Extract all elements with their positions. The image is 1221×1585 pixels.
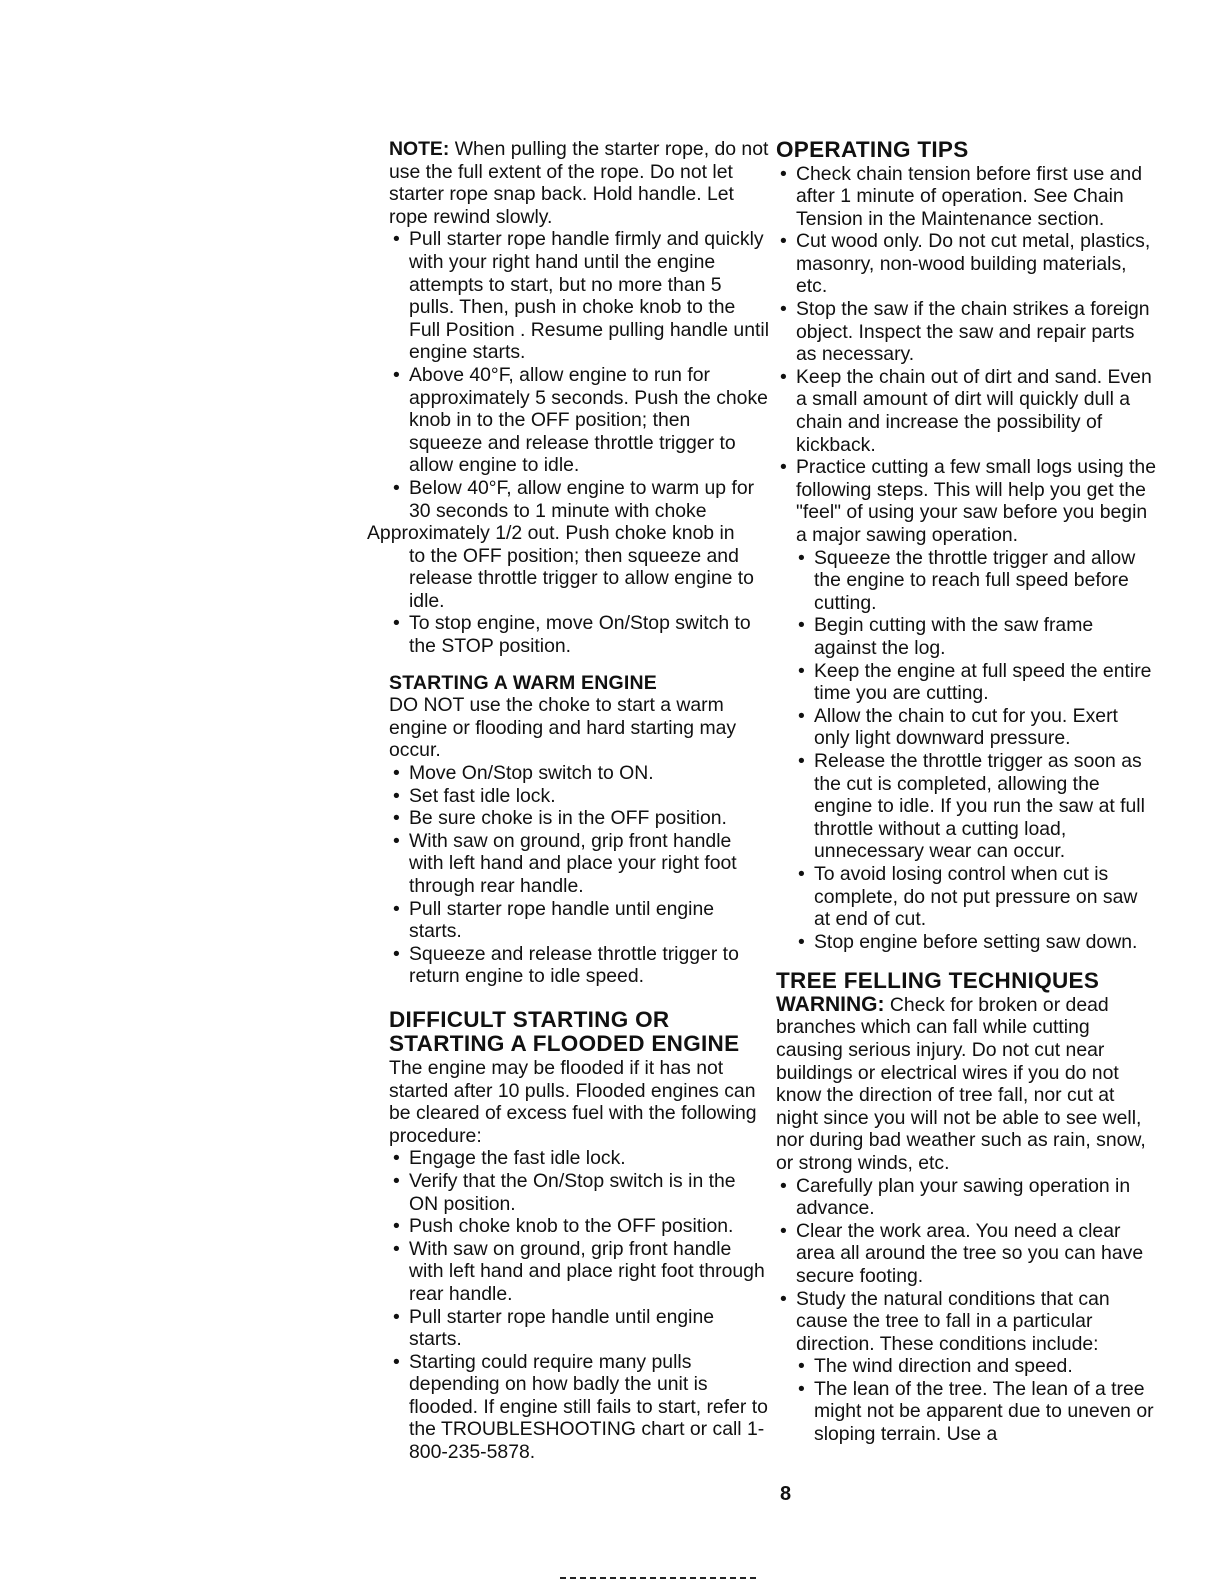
list-item: • To stop engine, move On/Stop switch to the STOP position. [389,612,769,657]
flooded-heading-line-1: DIFFICULT STARTING OR [389,1006,670,1032]
list-item: • Be sure choke is in the OFF position. [389,807,769,830]
list-item: • Above 40°F, allow engine to run for approximately 5 seconds. Push the choke knob in to the OFF position; then squeeze and release throttle trigger to allow engine to idle. [389,364,769,477]
note-paragraph [389,138,769,228]
list-item: • Carefully plan your sawing operation in advance. [776,1175,1156,1220]
sub-list-item: • The wind direction and speed. [776,1355,1156,1378]
list-item: • Study the natural conditions that can cause the tree to fall in a particular direction. These conditions include: [776,1288,1156,1356]
list-item: • Squeeze and release throttle trigger to return engine to idle speed. [389,943,769,988]
sub-list-item: • Keep the engine at full speed the entire time you are cutting. [776,660,1156,705]
sub-list-item: • Release the throttle trigger as soon as the cut is completed, allowing the engine to idle. If you run the saw at full throttle without a cutting load, unnecessary wear can occur. [776,750,1156,863]
page-number: 8 [780,1483,792,1505]
list-item: • Verify that the On/Stop switch is in the ON position. [389,1170,769,1215]
below-continuation: to the OFF position; then squeeze and release throttle trigger to allow engine to idle. [409,544,754,612]
sub-list-item: • To avoid losing control when cut is complete, do not put pressure on saw at end of cut. [776,863,1156,931]
warm-engine-intro: DO NOT use the choke to start a warm engine or flooding and hard starting may occur. [389,694,737,762]
list-item: • Cut wood only. Do not cut metal, plastics, masonry, non-wood building materials, etc. [776,230,1156,298]
warning-paragraph [776,994,1156,1175]
bottom-divider [560,1577,760,1579]
list-item: • Pull starter rope handle until engine starts. [389,1306,769,1351]
list-item: • Check chain tension before first use and after 1 minute of operation. See Chain Tension in the Maintenance section. [776,163,1156,231]
list-item: • Set fast idle lock. [389,785,769,808]
list-item: • Clear the work area. You need a clear area all around the tree so you can have secure footing. [776,1220,1156,1288]
warning-text: Check for broken or dead branches which can fall while cutting causing serious injury. Do not cut near buildings or electrical wires if you do not know the direction of tree fall, nor cut at night since you will not be able to see well, nor during bad weather such as rain, snow, or strong winds, etc. [776,993,1146,1174]
note-label: NOTE: [389,138,450,160]
list-item: • Below 40°F, allow engine to warm up for 30 seconds to 1 minute with choke [389,477,769,522]
warm-engine-heading: STARTING A WARM ENGINE [389,671,658,694]
flooded-heading-line-2: STARTING A FLOODED ENGINE [389,1031,740,1057]
list-item: • Engage the fast idle lock. [389,1147,769,1170]
approximately-line: Approximately 1/2 out. Push choke knob in [367,522,735,545]
sub-list-item: • Allow the chain to cut for you. Exert only light downward pressure. [776,705,1156,750]
sub-list-item: • Begin cutting with the saw frame against the log. [776,614,1156,659]
warning-label: WARNING: [776,992,885,1016]
list-item: • With saw on ground, grip front handle with left hand and place right foot through rear handle. [389,1238,769,1306]
list-item: • Pull starter rope handle until engine starts. [389,898,769,943]
left-column [367,138,770,1464]
operating-tips-heading: OPERATING TIPS [776,137,969,162]
tree-felling-heading: TREE FELLING TECHNIQUES [776,968,1100,994]
right-column [776,138,1156,1446]
list-item: • Push choke knob to the OFF position. [389,1215,769,1238]
sub-list-item: • Squeeze the throttle trigger and allow the engine to reach full speed before cutting. [776,547,1156,615]
list-item: • Move On/Stop switch to ON. [389,762,769,785]
list-item: • Practice cutting a few small logs using the following steps. This will help you get the "feel" of using your saw before you begin a major sawing operation. [776,456,1156,546]
note-text: When pulling the starter rope, do not use the full extent of the rope. Do not let starter rope snap back. Hold handle. Let rope rewind slowly. [389,138,769,228]
list-item: • Pull starter rope handle firmly and quickly with your right hand until the engine attempts to start, but no more than 5 pulls. Then, push in choke knob to the Full Position . Resume pulling handle until engine starts. [389,228,769,364]
list-item: • Stop the saw if the chain strikes a foreign object. Inspect the saw and repair parts as necessary. [776,298,1156,366]
sub-list-item: • Stop engine before setting saw down. [776,931,1156,954]
list-item: • With saw on ground, grip front handle with left hand and place your right foot through rear handle. [389,830,769,898]
flooded-intro: The engine may be flooded if it has not started after 10 pulls. Flooded engines can be cleared of excess fuel with the following procedure: [389,1056,757,1147]
sub-list-item: • The lean of the tree. The lean of a tree might not be apparent due to uneven or sloping terrain. Use a [776,1378,1156,1446]
list-item: • Keep the chain out of dirt and sand. Even a small amount of dirt will quickly dull a chain and increase the possibility of kickback. [776,366,1156,456]
list-item: • Starting could require many pulls depending on how badly the unit is flooded. If engine still fails to start, refer to the TROUBLESHOOTING chart or call 1-800-235-5878. [389,1351,769,1464]
